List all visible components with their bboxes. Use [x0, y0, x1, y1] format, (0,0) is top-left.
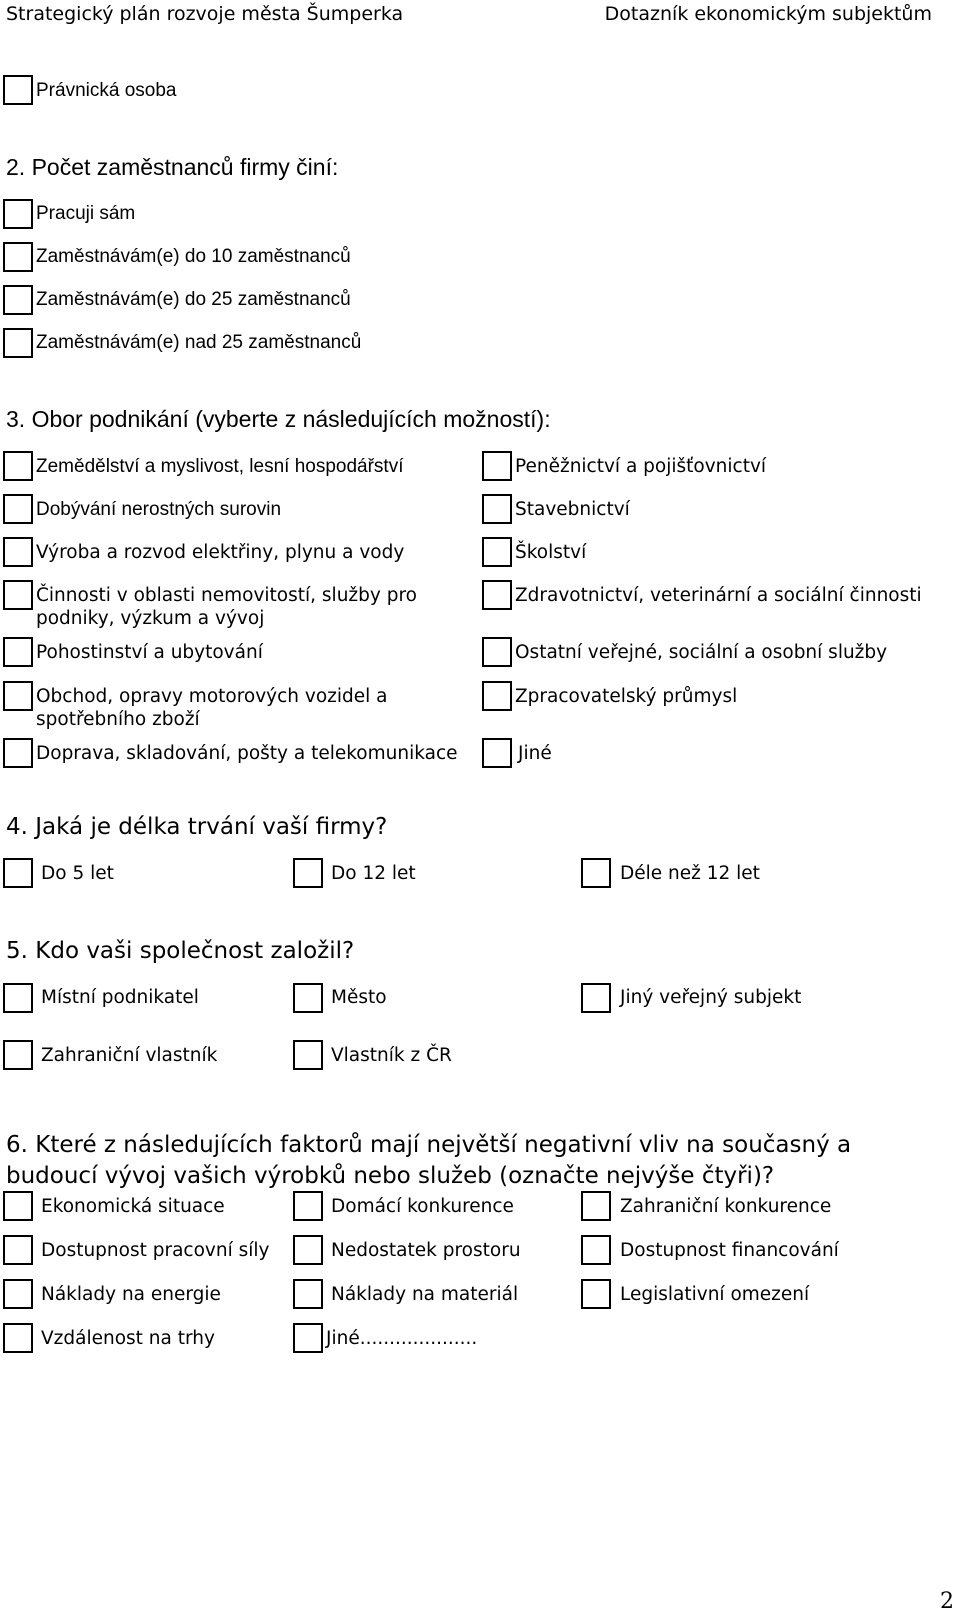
option-label: Dobývání nerostných surovin — [36, 499, 282, 520]
option-label: Doprava, skladování, pošty a telekomunikace — [36, 743, 458, 764]
option-label: Náklady na materiál — [331, 1284, 519, 1305]
checkbox-q3-left7[interactable] — [3, 738, 33, 768]
checkbox-q2-opt1[interactable] — [3, 199, 33, 229]
checkbox-q6-opt4[interactable] — [3, 1235, 33, 1265]
checkbox-q3-left1[interactable] — [3, 451, 33, 481]
checkbox-q5-opt3[interactable] — [581, 983, 611, 1013]
option-label: Jiné — [518, 743, 552, 764]
header-title: Strategický plán rozvoje města Šumperka — [6, 3, 404, 25]
option-label: Zaměstnávám(e) do 10 zaměstnanců — [36, 246, 351, 267]
option-label: Zahraniční vlastník — [41, 1045, 218, 1066]
option-label: Vlastník z ČR — [331, 1045, 452, 1066]
checkbox-q6-opt8[interactable] — [293, 1279, 323, 1309]
option-label: Místní podnikatel — [41, 987, 199, 1008]
checkbox-q6-opt10[interactable] — [3, 1323, 33, 1353]
checkbox-q6-opt5[interactable] — [293, 1235, 323, 1265]
option-label: Zdravotnictví, veterinární a sociální činnosti — [515, 585, 922, 606]
option-label: Obchod, opravy motorových vozidel a spotřebního zboží — [36, 686, 388, 730]
page-number: 2 — [940, 1589, 954, 1614]
checkbox-q6-opt11[interactable] — [293, 1323, 323, 1353]
checkbox-q6-opt9[interactable] — [581, 1279, 611, 1309]
option-label: Zaměstnávám(e) do 25 zaměstnanců — [36, 289, 351, 310]
option-label: Ekonomická situace — [41, 1196, 225, 1217]
option-label: Zahraniční konkurence — [620, 1196, 832, 1217]
checkbox-q3-right3[interactable] — [482, 537, 512, 567]
question-5-title: 5. Kdo vaši společnost založil? — [6, 938, 355, 964]
option-label: Zpracovatelský průmysl — [515, 686, 738, 707]
option-label: Do 12 let — [331, 863, 416, 884]
checkbox-q6-opt2[interactable] — [293, 1191, 323, 1221]
checkbox-q5-opt4[interactable] — [3, 1040, 33, 1070]
checkbox-q3-right5[interactable] — [482, 637, 512, 667]
option-label: Pracuji sám — [36, 203, 136, 224]
checkbox-q3-left6[interactable] — [3, 681, 33, 711]
option-label: Vzdálenost na trhy — [41, 1328, 215, 1349]
checkbox-q6-opt6[interactable] — [581, 1235, 611, 1265]
option-label: Město — [331, 987, 387, 1008]
question-4-title: 4. Jaká je délka trvání vaší firmy? — [6, 814, 388, 840]
option-label: Výroba a rozvod elektřiny, plynu a vody — [36, 542, 405, 563]
checkbox-q5-opt1[interactable] — [3, 983, 33, 1013]
option-label: Jiné.................... — [326, 1328, 478, 1349]
question-3-title: 3. Obor podnikání (vyberte z následujících možností): — [6, 406, 551, 432]
checkbox-q3-left2[interactable] — [3, 494, 33, 524]
option-label: Domácí konkurence — [331, 1196, 514, 1217]
checkbox-q6-opt1[interactable] — [3, 1191, 33, 1221]
option-label: Dostupnost pracovní síly — [41, 1240, 270, 1261]
checkbox-q3-right6[interactable] — [482, 681, 512, 711]
option-label: Jiný veřejný subjekt — [620, 987, 802, 1008]
option-label: Peněžnictví a pojišťovnictví — [515, 456, 767, 477]
option-label: Nedostatek prostoru — [331, 1240, 521, 1261]
option-label: Déle než 12 let — [620, 863, 760, 884]
checkbox-q3-left4[interactable] — [3, 580, 33, 610]
checkbox-q5-opt2[interactable] — [293, 983, 323, 1013]
option-label: Stavebnictví — [515, 499, 630, 520]
option-label: Pohostinství a ubytování — [36, 642, 263, 663]
checkbox-q2-opt2[interactable] — [3, 242, 33, 272]
checkbox-q3-right1[interactable] — [482, 451, 512, 481]
option-label: Činnosti v oblasti nemovitostí, služby pro podniky, výzkum a vývoj — [36, 585, 417, 629]
header-subtitle: Dotazník ekonomickým subjektům — [604, 3, 932, 25]
checkbox-q3-right2[interactable] — [482, 494, 512, 524]
option-label: Školství — [515, 542, 587, 563]
option-label: Zemědělství a myslivost, lesní hospodářství — [36, 456, 404, 477]
question-6-title: 6. Které z následujících faktorů mají největší negativní vliv na současný a budoucí vývoj vašich výrobků nebo služeb (označte nejvýše čtyři)? — [6, 1132, 852, 1189]
option-label: Zaměstnávám(e) nad 25 zaměstnanců — [36, 332, 362, 353]
checkbox-q3-left3[interactable] — [3, 537, 33, 567]
checkbox-q6-opt7[interactable] — [3, 1279, 33, 1309]
checkbox-q3-left5[interactable] — [3, 637, 33, 667]
checkbox-q4-opt1[interactable] — [3, 858, 33, 888]
checkbox-q3-right7[interactable] — [482, 738, 512, 768]
option-label: Dostupnost financování — [620, 1240, 839, 1261]
checkbox-pravnicka-osoba[interactable] — [3, 75, 33, 105]
option-label: Ostatní veřejné, sociální a osobní služby — [515, 642, 888, 663]
checkbox-q4-opt2[interactable] — [293, 858, 323, 888]
checkbox-q6-opt3[interactable] — [581, 1191, 611, 1221]
question-2-title: 2. Počet zaměstnanců firmy činí: — [6, 154, 339, 180]
checkbox-q2-opt4[interactable] — [3, 328, 33, 358]
checkbox-q3-right4[interactable] — [482, 580, 512, 610]
option-label: Legislativní omezení — [620, 1284, 810, 1305]
checkbox-q2-opt3[interactable] — [3, 285, 33, 315]
checkbox-q4-opt3[interactable] — [581, 858, 611, 888]
checkbox-q5-opt5[interactable] — [293, 1040, 323, 1070]
option-label: Náklady na energie — [41, 1284, 221, 1305]
option-label: Právnická osoba — [36, 80, 177, 101]
option-label: Do 5 let — [41, 863, 114, 884]
